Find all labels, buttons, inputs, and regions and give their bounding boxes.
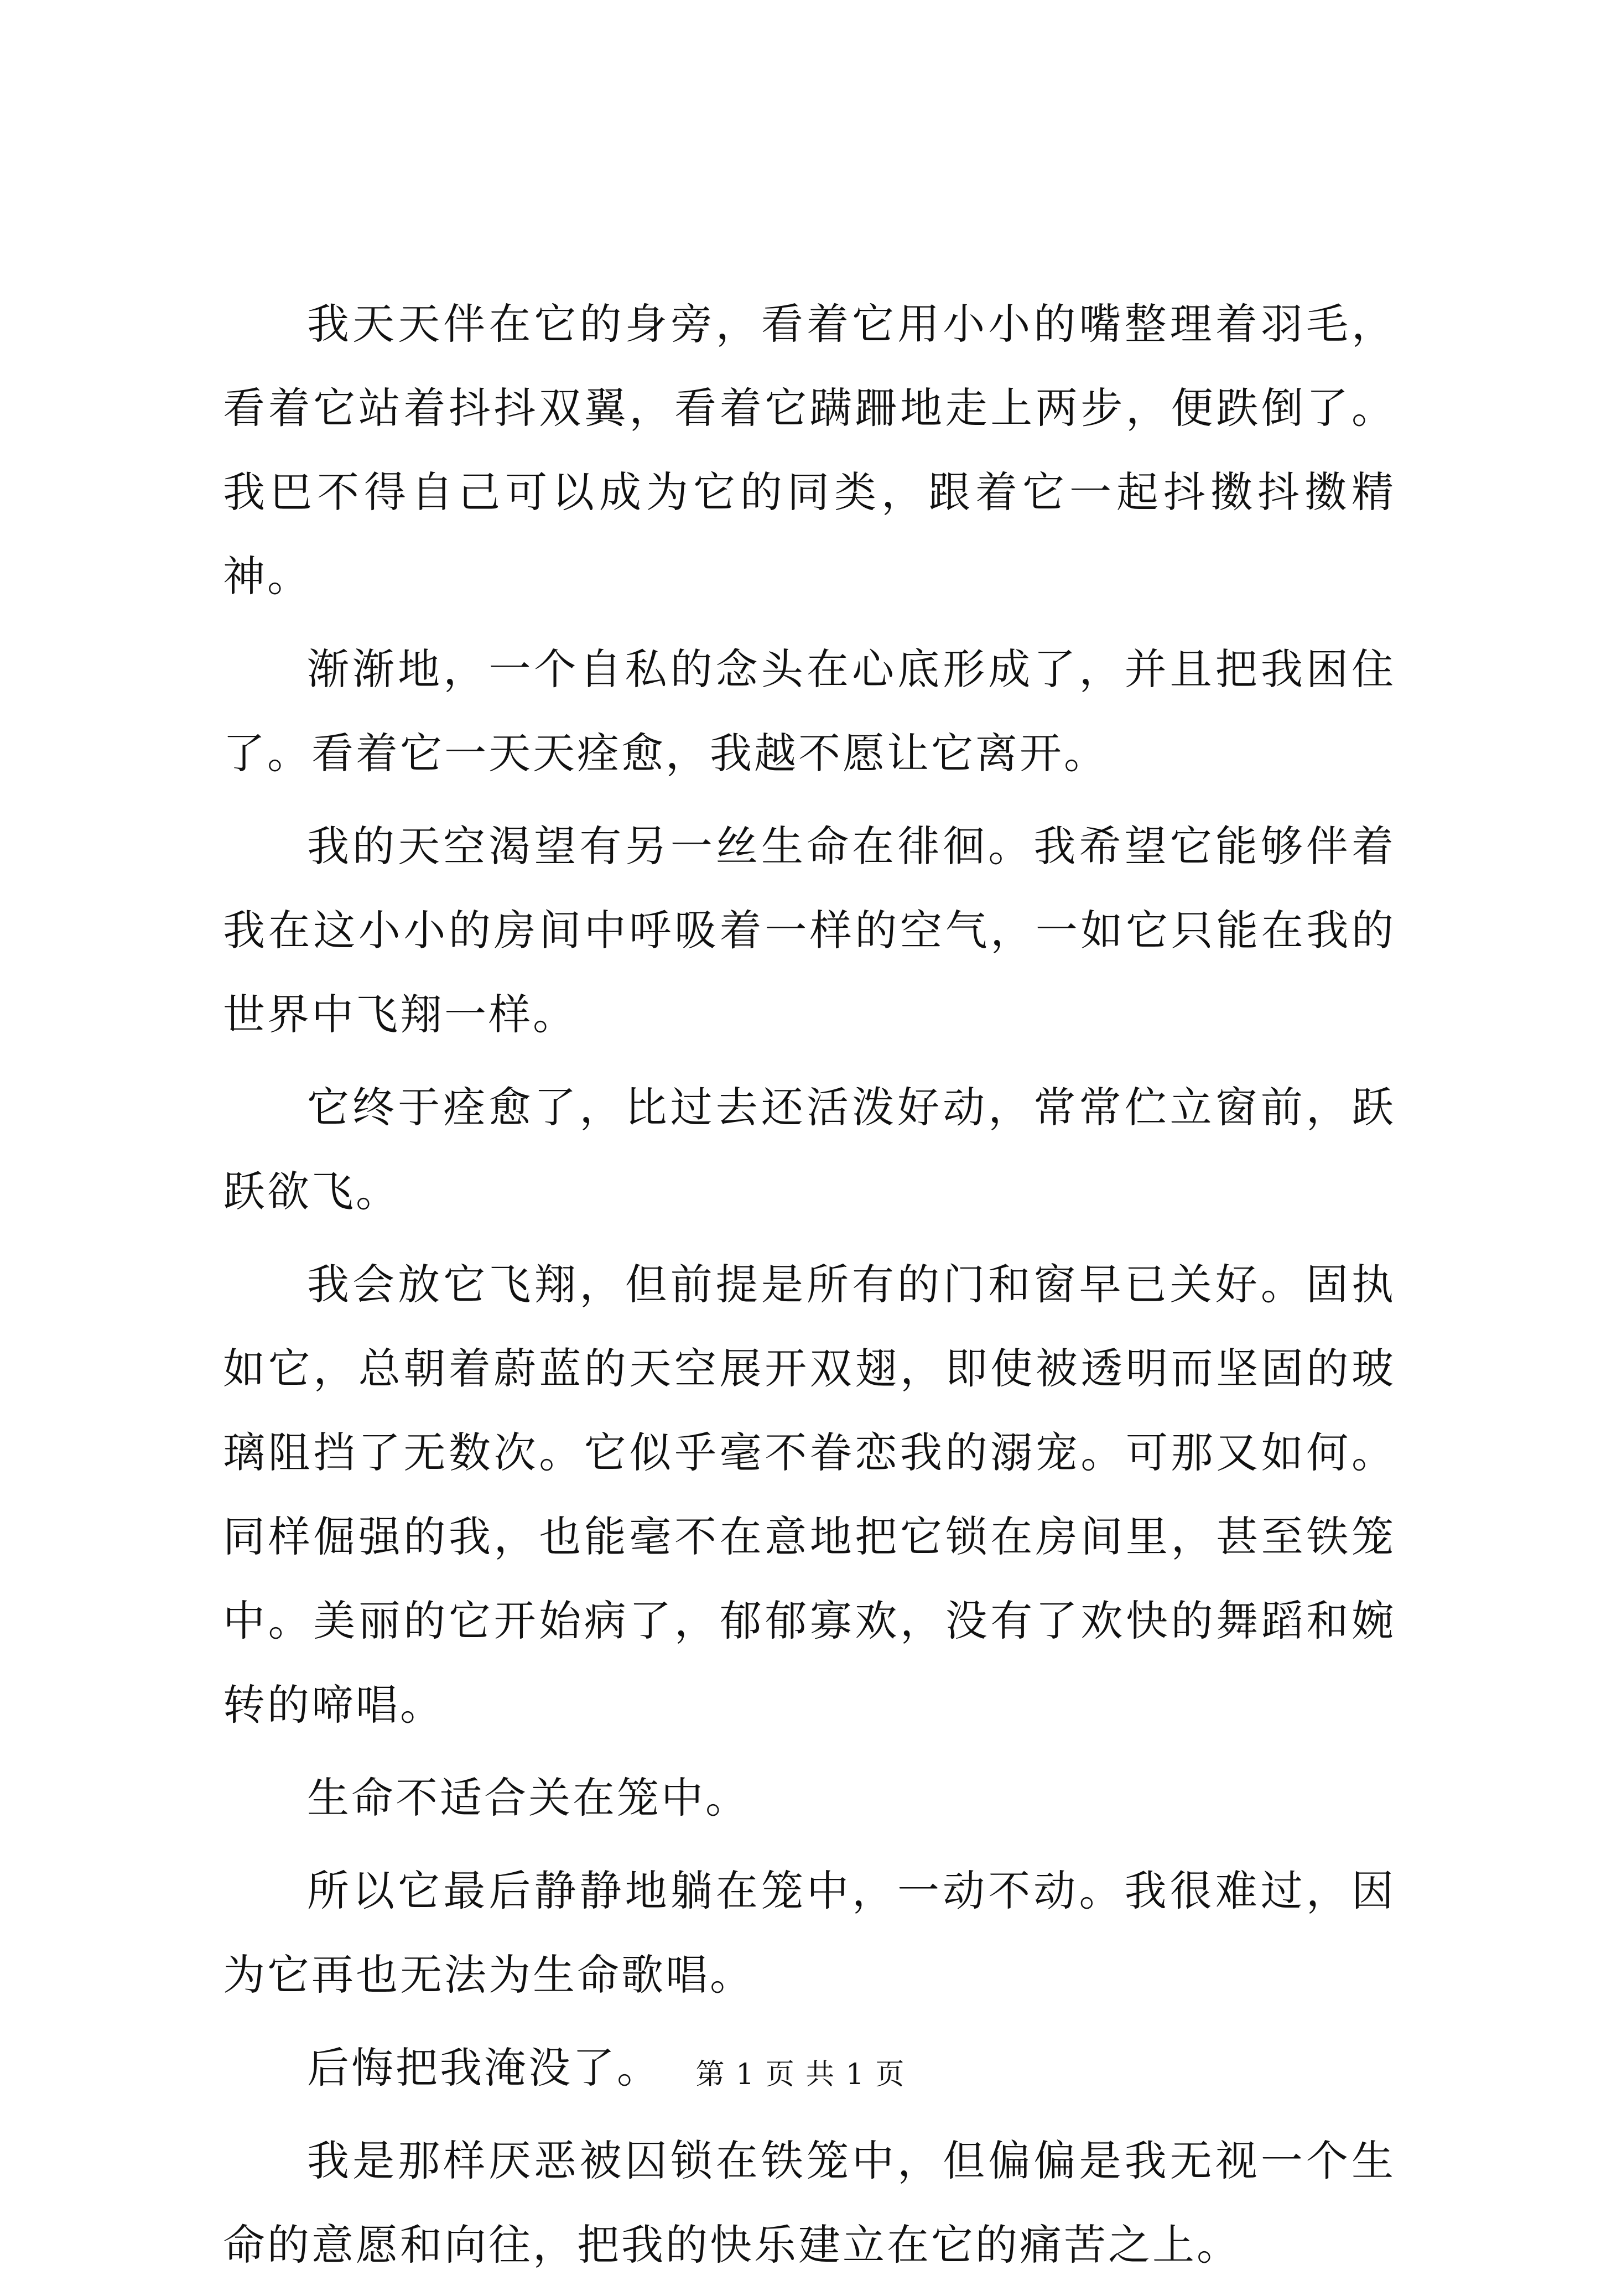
page-number-footer: 第 1 页 共 1 页 (695, 2058, 906, 2091)
paragraph: 我会放它飞翔，但前提是所有的门和窗早已关好。固执如它，总朝着蔚蓝的天空展开双翅，即使被透明而坚固的玻璃阻挡了无数次。它似乎毫不眷恋我的溺宠。可那又如何。同样倔强的我，也能毫不在意地把它锁在房间里，甚至铁笼中。美丽的它开始病了，郁郁寡欢，没有了欢快的舞蹈和婉转的啼唱。 (223, 1260, 1396, 1729)
document-body (223, 282, 1396, 2296)
paragraph: 渐渐地，一个自私的念头在心底形成了，并且把我困住了。看着它一天天痊愈，我越不愿让它离开。 (223, 645, 1396, 778)
paragraph: 后悔把我淹没了。 (307, 2043, 661, 2092)
paragraph: 生命不适合关在笼中。 (307, 1773, 750, 1822)
paragraph: 它终于痊愈了，比过去还活泼好动，常常伫立窗前，跃跃欲飞。 (223, 1083, 1396, 1216)
paragraph: 我的天空渴望有另一丝生命在徘徊。我希望它能够伴着我在这小小的房间中呼吸着一样的空气，一如它只能在我的世界中飞翔一样。 (223, 822, 1396, 1039)
paragraph: 我天天伴在它的身旁，看着它用小小的嘴整理着羽毛，看着它站着抖抖双翼，看着它蹒跚地走上两步，便跌倒了。我巴不得自己可以成为它的同类，跟着它一起抖擞抖擞精神。 (223, 299, 1396, 601)
paragraph: 我是那样厌恶被囚锁在铁笼中，但偏偏是我无视一个生命的意愿和向往，把我的快乐建立在它的痛苦之上。 (223, 2136, 1396, 2269)
paragraph: 所以它最后静静地躺在笼中，一动不动。我很难过，因为它再也无法为生命歌唱。 (223, 1866, 1396, 1999)
